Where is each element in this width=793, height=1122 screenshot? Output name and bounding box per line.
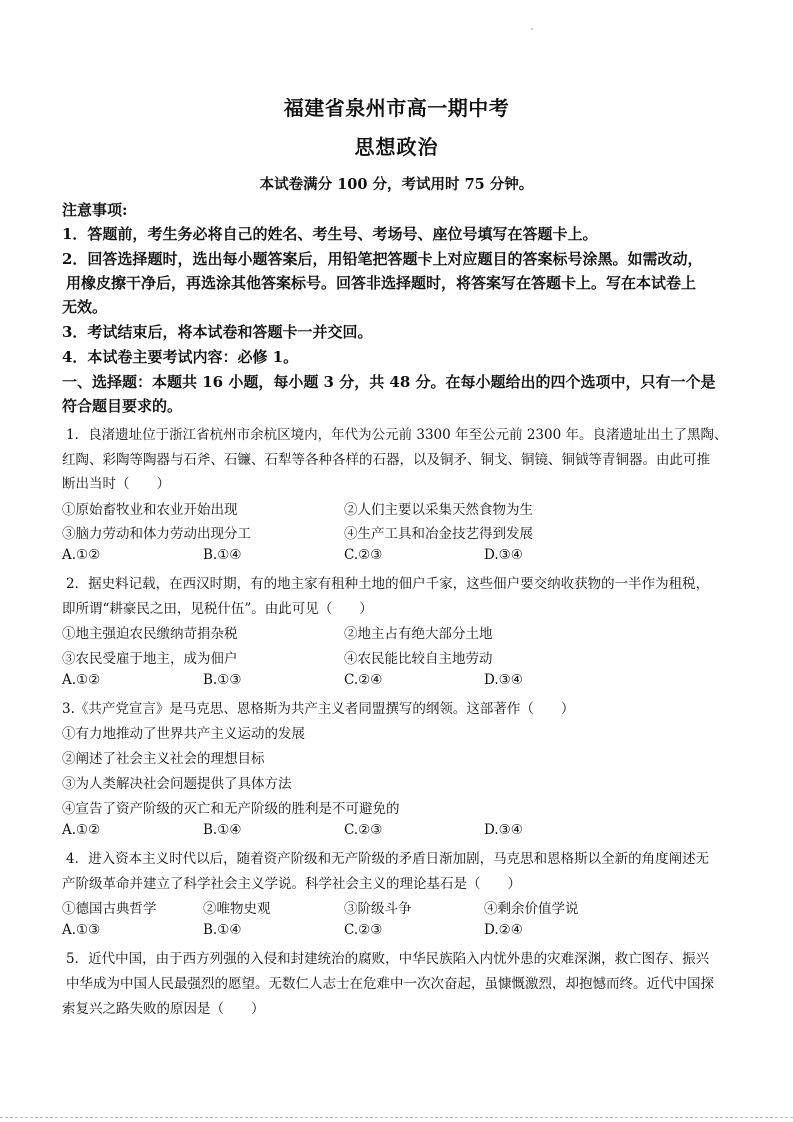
choice-d: D.③④ — [484, 822, 523, 838]
statement-2: ②人们主要以采集天然食物为生 — [344, 502, 533, 518]
exam-title: 福建省泉州市高一期中考 — [283, 96, 510, 120]
statement-3: ③农民受雇于地主，成为佃户 — [62, 651, 238, 667]
choice-b: B.①③ — [203, 672, 242, 688]
notes-heading: 注意事项: — [62, 201, 128, 219]
section-heading-cont: 符合题目要求的。 — [62, 397, 183, 415]
question-1-stem: 断出当时（ ） — [62, 476, 170, 492]
question-2-stem: 即所谓“耕豪民之田，见税什伍”。由此可见（ ） — [62, 601, 373, 617]
question-4-stem: 4．进入资本主义时代以后，随着资产阶级和无产阶级的矛盾日渐加剧，马克思和恩格斯以全新的角度阐述无 — [66, 851, 710, 867]
statement-2: ②阐述了社会主义社会的理想目标 — [62, 751, 265, 767]
choice-b: B.①④ — [203, 922, 242, 938]
statement-4: ④宣告了资产阶级的灭亡和无产阶级的胜利是不可避免的 — [62, 801, 400, 817]
question-4-stem: 产阶级革命并建立了科学社会主义学说。科学社会主义的理论基石是（ ） — [62, 876, 521, 892]
question-1-stem: 红陶、彩陶等陶器与石斧、石镰、石犁等各种各样的石器，以及铜矛、铜戈、铜镜、铜钺等青铜器。由此可推 — [62, 452, 710, 468]
choice-d: D.②④ — [484, 922, 523, 938]
section-heading: 一、选择题：本题共 16 小题，每小题 3 分，共 48 分。在每小题给出的四个选项中，只有一个是 — [62, 373, 716, 391]
question-3-stem: 3.《共产党宣言》是马克思、恩格斯为共产主义者同盟撰写的纲领。这部著作（ ） — [62, 701, 575, 717]
statement-4: ④农民能比较自主地劳动 — [344, 651, 493, 667]
choice-c: C.②③ — [344, 822, 383, 838]
scan-dot — [531, 28, 533, 30]
question-1-stem: 1．良渚遗址位于浙江省杭州市余杭区境内，年代为公元前 3300 年至公元前 2300 年。良渚遗址出土了黑陶、 — [66, 427, 728, 443]
note-item: 无效。 — [62, 298, 108, 316]
page-edge — [0, 1117, 793, 1118]
question-5-stem: 5．近代中国，由于西方列强的入侵和封建统治的腐败，中华民族陷入内忧外患的灾难深渊，救亡图存、振兴 — [66, 951, 710, 967]
choice-c: C.②④ — [344, 672, 383, 688]
choice-a: A.①③ — [62, 922, 101, 938]
statement-3: ③阶级斗争 — [344, 901, 412, 917]
choice-b: B.①④ — [203, 822, 242, 838]
statement-3: ③为人类解决社会问题提供了具体方法 — [62, 776, 292, 792]
statement-2: ②唯物史观 — [203, 901, 271, 917]
choice-a: A.①② — [62, 672, 101, 688]
choice-c: C.②③ — [344, 547, 383, 563]
question-2-stem: 2．据史料记载，在西汉时期，有的地主家有租种土地的佃户千家，这些佃户要交纳收获物的一半作为租税， — [66, 576, 710, 592]
note-item: 3．考试结束后，将本试卷和答题卡一并交回。 — [62, 323, 373, 341]
choice-d: D.③④ — [484, 672, 523, 688]
statement-1: ①有力地推动了世界共产主义运动的发展 — [62, 726, 305, 742]
exam-info: 本试卷满分 100 分，考试用时 75 分钟。 — [259, 176, 534, 193]
choice-c: C.②③ — [344, 922, 383, 938]
subject-title: 思想政治 — [354, 135, 439, 159]
note-item: 2．回答选择题时，选出每小题答案后，用铅笔把答题卡上对应题目的答案标号涂黑。如需改动， — [62, 250, 703, 268]
question-5-stem: 索复兴之路失败的原因是（ ） — [62, 1001, 265, 1017]
statement-1: ①原始畜牧业和农业开始出现 — [62, 502, 238, 518]
statement-1: ①德国古典哲学 — [62, 901, 157, 917]
statement-4: ④剩余价值学说 — [484, 901, 579, 917]
statement-4: ④生产工具和冶金技艺得到发展 — [344, 526, 533, 542]
choice-a: A.①② — [62, 822, 101, 838]
choice-d: D.③④ — [484, 547, 523, 563]
note-item: 1．答题前，考生务必将自己的姓名、考生号、考场号、座位号填写在答题卡上。 — [62, 225, 598, 243]
statement-3: ③脑力劳动和体力劳动出现分工 — [62, 526, 251, 542]
note-item: 4．本试卷主要考试内容：必修 1。 — [62, 348, 299, 366]
question-5-stem: 中华成为中国人民最强烈的愿望。无数仁人志士在危难中一次次奋起，虽慷慨激烈，却抱憾而终。近代中国探 — [66, 976, 714, 992]
note-item: 用橡皮擦干净后，再选涂其他答案标号。回答非选择题时，将答案写在答题卡上。写在本试卷上 — [66, 274, 697, 292]
statement-1: ①地主强迫农民缴纳苛捐杂税 — [62, 626, 238, 642]
choice-a: A.①② — [62, 547, 101, 563]
choice-b: B.①④ — [203, 547, 242, 563]
statement-2: ②地主占有绝大部分土地 — [344, 626, 493, 642]
